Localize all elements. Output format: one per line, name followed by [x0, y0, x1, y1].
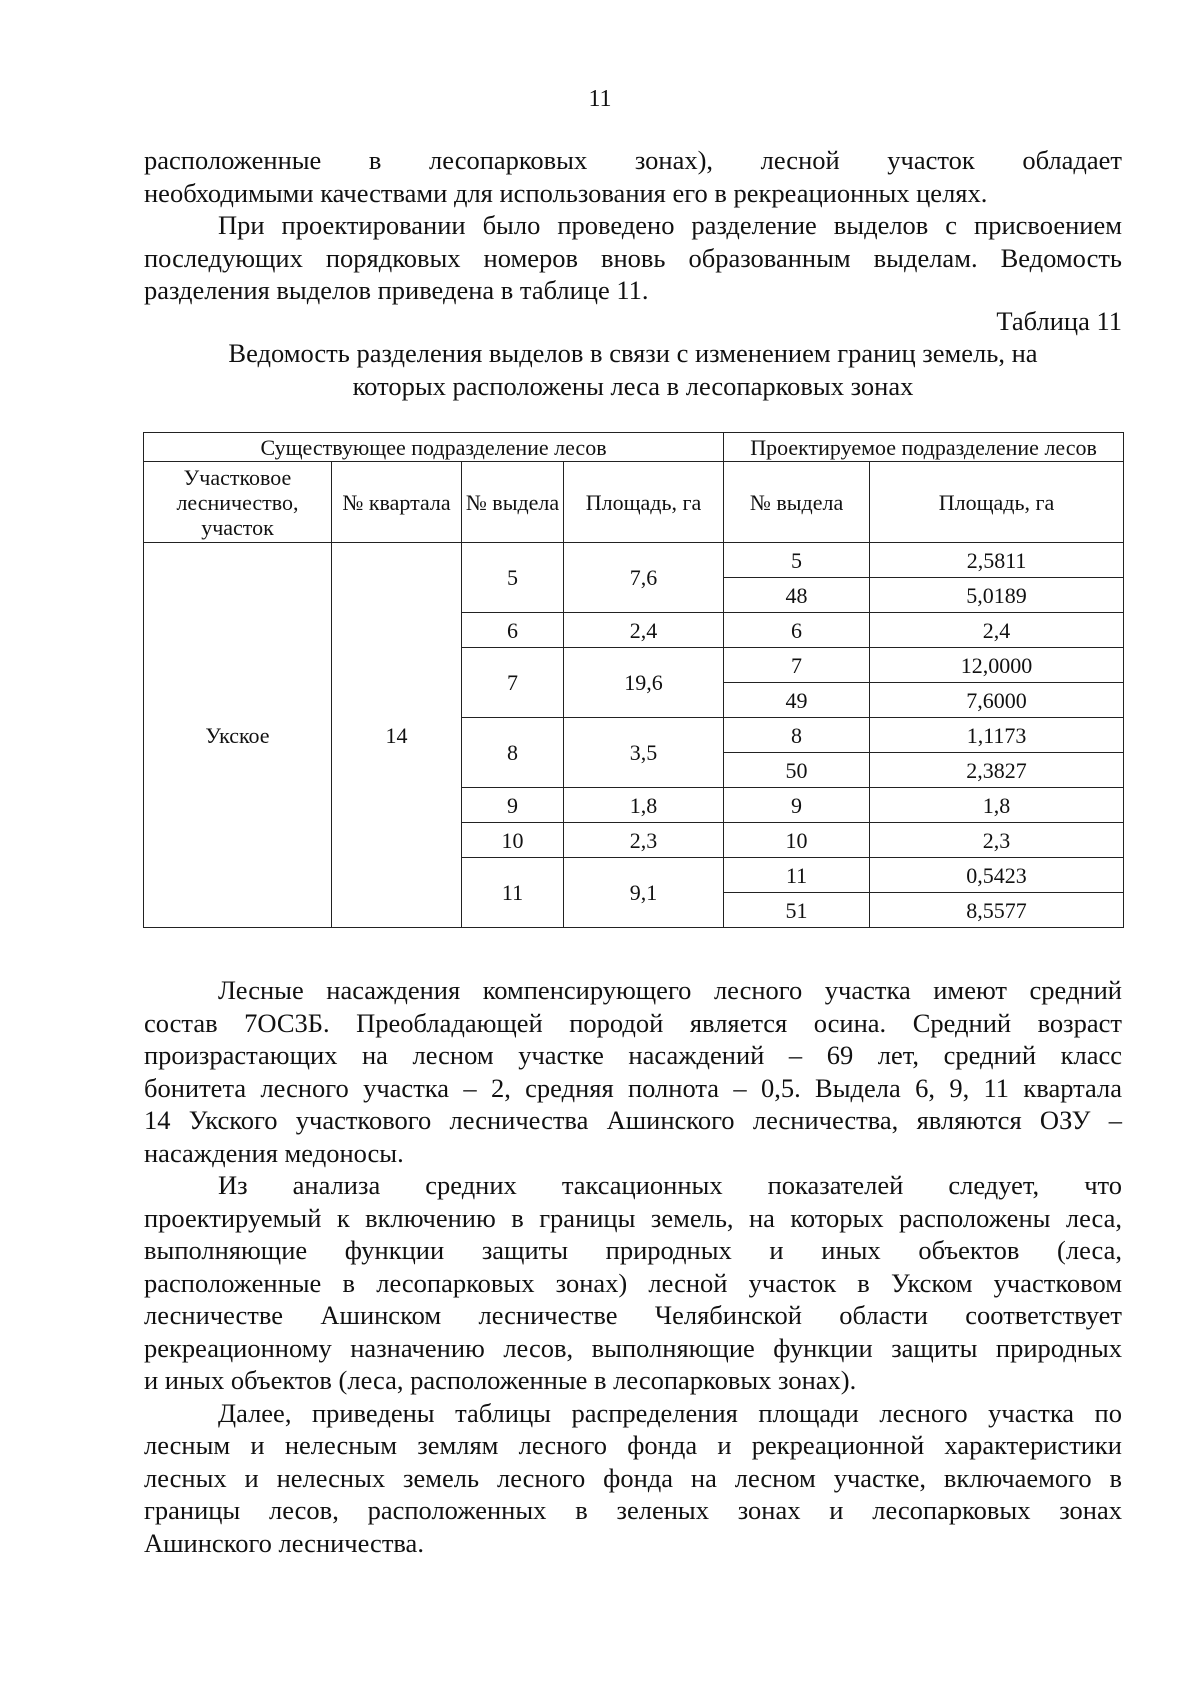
- new-vydel-cell: 50: [724, 753, 870, 788]
- area-cell: 1,8: [564, 788, 724, 823]
- group-existing-header: Существующее подразделение лесов: [144, 433, 724, 462]
- new-vydel-cell: 5: [724, 543, 870, 578]
- text-line: Далее, приведены таблицы распределения площади лесного участка по: [218, 1397, 1122, 1428]
- new-area-cell: 0,5423: [870, 858, 1124, 893]
- text-line: лесничестве Ашинском лесничестве Челябинской области соответствует: [144, 1300, 1122, 1330]
- table-title-line: которых расположены леса в лесопарковых зонах: [352, 370, 914, 401]
- text-line: границы лесов, расположенных в зеленых зонах и лесопарковых зонах: [144, 1495, 1122, 1525]
- new-vydel-cell: 49: [724, 683, 870, 718]
- new-vydel-cell: 8: [724, 718, 870, 753]
- text-line: бонитета лесного участка – 2, средняя полнота – 0,5. Выдела 6, 9, 11 квартала: [144, 1072, 1122, 1103]
- vydel-cell: 6: [462, 613, 564, 648]
- text-line: При проектировании было проведено разделение выделов с присвоением: [218, 210, 1122, 240]
- vydel-cell: 8: [462, 718, 564, 788]
- header-vydel: № выдела: [462, 462, 564, 543]
- area-cell: 2,4: [564, 613, 724, 648]
- text-line: насаждения медоносы.: [144, 1137, 404, 1168]
- new-vydel-cell: 48: [724, 578, 870, 613]
- table-title: [144, 337, 1122, 402]
- vydel-cell: 7: [462, 648, 564, 718]
- area-cell: 19,6: [564, 648, 724, 718]
- new-area-cell: 2,5811: [870, 543, 1124, 578]
- text-line: Из анализа средних таксационных показателей следует, что: [218, 1170, 1122, 1200]
- text-line: и иных объектов (леса, расположенные в лесопарковых зонах).: [144, 1365, 857, 1395]
- table-number: Таблица 11: [996, 306, 1122, 336]
- text-line: расположенные в лесопарковых зонах), лесной участок обладает: [144, 145, 1122, 175]
- text-line: лесным и нелесным землям лесного фонда и рекреационной характеристики: [144, 1430, 1122, 1460]
- new-area-cell: 5,0189: [870, 578, 1124, 613]
- header-quarter: № квартала: [332, 462, 462, 543]
- new-vydel-cell: 9: [724, 788, 870, 823]
- new-area-cell: 7,6000: [870, 683, 1124, 718]
- text-line: Лесные насаждения компенсирующего лесного участка имеют средний: [218, 975, 1122, 1005]
- text-line: лесных и нелесных земель лесного фонда на лесном участке, включаемого в: [144, 1462, 1122, 1493]
- text-line: необходимыми качествами для использования его в рекреационных целях.: [144, 177, 988, 208]
- body-paragraphs: [144, 974, 1122, 1559]
- text-line: состав 7ОС3Б. Преобладающей породой является осина. Средний возраст: [144, 1007, 1122, 1038]
- new-area-cell: 2,4: [870, 613, 1124, 648]
- text-line: выполняющие функции защиты природных и иных объектов (леса,: [144, 1235, 1122, 1265]
- division-table: [143, 432, 1124, 928]
- text-line: разделения выделов приведена в таблице 11.: [144, 275, 649, 305]
- header-new-area: Площадь, га: [870, 462, 1124, 543]
- vydel-cell: 9: [462, 788, 564, 823]
- forestry-cell: Укское: [144, 543, 332, 928]
- text-line: проектируемый к включению в границы земель, на которых расположены леса,: [144, 1202, 1122, 1233]
- text-line: расположенные в лесопарковых зонах) лесной участок в Укском участковом: [144, 1267, 1122, 1298]
- text-line: 14 Укского участкового лесничества Ашинского лесничества, являются ОЗУ –: [144, 1105, 1122, 1135]
- new-vydel-cell: 6: [724, 613, 870, 648]
- page-number: 11: [588, 86, 612, 112]
- intro-paragraph: [144, 144, 1122, 307]
- new-area-cell: 2,3: [870, 823, 1124, 858]
- new-vydel-cell: 10: [724, 823, 870, 858]
- new-vydel-cell: 51: [724, 893, 870, 928]
- vydel-cell: 10: [462, 823, 564, 858]
- vydel-cell: 11: [462, 858, 564, 928]
- new-area-cell: 2,3827: [870, 753, 1124, 788]
- area-cell: 9,1: [564, 858, 724, 928]
- text-line: произрастающих на лесном участке насаждений – 69 лет, средний класс: [144, 1040, 1122, 1070]
- new-area-cell: 1,8: [870, 788, 1124, 823]
- header-new-vydel: № выдела: [724, 462, 870, 543]
- header-area: Площадь, га: [564, 462, 724, 543]
- area-cell: 2,3: [564, 823, 724, 858]
- new-area-cell: 12,0000: [870, 648, 1124, 683]
- new-vydel-cell: 7: [724, 648, 870, 683]
- group-projected-header: Проектируемое подразделение лесов: [724, 433, 1124, 462]
- area-cell: 3,5: [564, 718, 724, 788]
- text-line: Ашинского лесничества.: [144, 1527, 424, 1558]
- new-area-cell: 8,5577: [870, 893, 1124, 928]
- new-area-cell: 1,1173: [870, 718, 1124, 753]
- new-vydel-cell: 11: [724, 858, 870, 893]
- vydel-cell: 5: [462, 543, 564, 613]
- text-line: последующих порядковых номеров вновь образованным выделам. Ведомость: [144, 242, 1122, 273]
- table-row: [144, 543, 1124, 578]
- table-title-line: Ведомость разделения выделов в связи с изменением границ земель, на: [228, 338, 1038, 368]
- area-cell: 7,6: [564, 543, 724, 613]
- header-forestry: Участковое лесничество, участок: [144, 462, 332, 543]
- quarter-cell: 14: [332, 543, 462, 928]
- text-line: рекреационному назначению лесов, выполняющие функции защиты природных: [144, 1332, 1122, 1363]
